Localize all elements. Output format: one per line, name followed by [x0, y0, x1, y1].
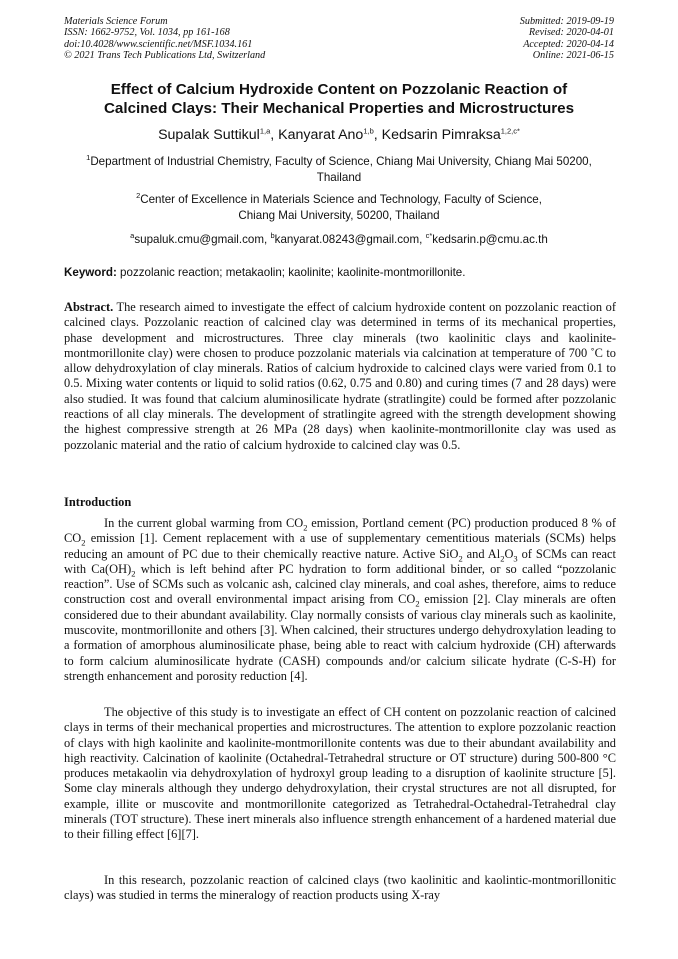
subscript: 3 [513, 553, 518, 564]
email-sep: , [419, 233, 426, 246]
journal-name: Materials Science Forum [64, 16, 168, 27]
keywords-section [64, 265, 622, 280]
author-list [40, 126, 638, 144]
submission-dates [520, 16, 614, 62]
email-link[interactable]: kedsarin.p@cmu.ac.th [432, 233, 548, 246]
subscript: 2 [458, 553, 463, 564]
page-header [64, 16, 614, 64]
keywords-label: Keyword: [64, 266, 117, 279]
affil-sup: 1 [86, 153, 91, 163]
author-sup: 1,2,c* [500, 126, 520, 136]
online-date: Online: 2021-06-15 [532, 50, 614, 62]
author-name: Supalak Suttikul [158, 127, 260, 143]
email-sup: b [270, 231, 275, 241]
subscript: 2 [131, 568, 136, 579]
paper-title [40, 80, 638, 118]
affil-1-line-2: Thailand [316, 170, 362, 184]
author-name: Kanyarat Ano [278, 127, 364, 143]
text-run: and Al [462, 546, 501, 561]
revised-date: Revised: 2020-04-01 [528, 27, 614, 39]
doi-line[interactable]: doi:10.4028/www.scientific.net/MSF.1034.161 [64, 38, 253, 50]
subscript: 2 [303, 522, 308, 533]
title-line-1: Effect of Calcium Hydroxide Content on Pozzolanic Reaction of [110, 81, 568, 98]
author-sep: , [373, 127, 382, 143]
copyright-line: © 2021 Trans Tech Publications Ltd, Switzerland [64, 50, 266, 62]
intro-paragraph-1 [64, 516, 616, 684]
text-run: which is left behind after PC hydration to form additional binder, or so called “pozzolanic reaction”. Use of SCMs such as volcanic ash, calcined clay minerals, and coal ashes, therefore, aims to reduce construction cost and overall environmental impact arising from CO [64, 561, 616, 607]
email-sup: c* [425, 231, 433, 241]
affil-sup: 2 [136, 191, 141, 201]
subscript: 2 [81, 537, 86, 548]
text-run: O [504, 546, 514, 561]
subscript: 2 [500, 553, 505, 564]
email-list [56, 232, 622, 248]
abstract-text: The research aimed to investigate the effect of calcium hydroxide content on pozzolanic reaction of calcined clays. Pozzolanic reaction of calcined clay was determined in terms of its mechanical properties, phase development and microstructures. Three clay minerals (two kaolinitic clays and kaolinite-montmorillonite clay) were chosen to produce pozzolanic materials via calcination at temperature of 700 ˚C to allow dehydroxylation of clay minerals. Ratios of calcium hydroxide to calcined clays were varied from 0.1 to 0.5. Mixing water contents or liquid to solid ratios (0.62, 0.75 and 0.80) and curing times (7 and 28 days) were also studied. It was found that calcium aluminosilicate hydrate (stratlingite) could be formed after pozzolanic reactions of all clay minerals. The development of stratlingite agreed with the strength development showing the highest compressive strength at 26 MPa (28 days) when kaolinite-montmorillonite clay was used as pozzolanic material and the ratio of calcium hydroxide to calcined clay was 0.5. [64, 300, 616, 452]
intro-paragraph-3: In this research, pozzolanic reaction of calcined clays (two kaolinitic and kaolintic-montmorillonitic clays) was studied in terms the mineralogy of reaction products using X-ray [64, 873, 616, 903]
text-run: emission [1]. Cement replacement with a use of supplementary cementitious materials (SCMs) helps reducing an amount of PC due to their chemically reactive nature. Active SiO [64, 531, 616, 561]
email-sup: a [130, 231, 135, 241]
issn-line: ISSN: 1662-9752, Vol. 1034, pp 161-168 [64, 27, 230, 39]
journal-info [64, 16, 265, 62]
author-sep: , [270, 127, 279, 143]
affil-2-line-2: Chiang Mai University, 50200, Thailand [238, 208, 440, 222]
affil-1-line-1: Department of Industrial Chemistry, Faculty of Science, Chiang Mai University, Chiang Mai 50200, [90, 155, 592, 168]
submitted-date: Submitted: 2019-09-19 [519, 16, 614, 27]
text-run: In the current global warming from CO [104, 516, 304, 530]
email-sep: , [264, 233, 271, 246]
author-sup: 1,b [363, 126, 374, 136]
subscript: 2 [415, 598, 420, 609]
author-name: Kedsarin Pimraksa [381, 127, 501, 143]
keywords-text: pozzolanic reaction; metakaolin; kaolinite; kaolinite-montmorillonite. [116, 266, 466, 279]
text-run: emission [2]. Clay minerals are often considered due to their abundant availability. Clay normally consists of various clay minerals such as kaolinite, muscovite, montmorillonite and others [3]. When calcined, their structures undergo dehydroxylation leading to a formation of amorphous aluminosilicate phase, being able to react with calcium hydroxide (CH) afterwards to form calcium aluminosilicate hydrate (CASH) compounds and/or calcium silicate hydrate (C-S-H) for strength enhancement and porosity reduction [4]. [64, 592, 616, 683]
text-run: emission, Portland cement (PC) production produced 8 % of CO [64, 516, 616, 546]
abstract-label: Abstract. [64, 300, 114, 314]
text-run: of SCMs can react with Ca(OH) [64, 546, 616, 576]
affiliation-1 [56, 154, 622, 185]
affiliation-2 [96, 192, 582, 223]
introduction-heading: Introduction [64, 495, 132, 509]
accepted-date: Accepted: 2020-04-14 [523, 38, 614, 50]
email-link[interactable]: supaluk.cmu@gmail.com [134, 233, 265, 246]
email-link[interactable]: kanyarat.08243@gmail.com [274, 233, 420, 246]
abstract-section [64, 300, 616, 453]
intro-paragraph-2: The objective of this study is to investigate an effect of CH content on pozzolanic reaction of calcined clays in terms of their mechanical properties and microstructures. The attention to explore pozzolanic reaction of clays with high kaolinite and kaolinite-montmorillonite contents was due to their abundant availability and high reactivity. Calcination of kaolinite (Octahedral-Tetrahedral structure or OT structure) during 500-800 °C produces metakaolin via dehydroxylation of hydroxyl group leading to a disruption of kaolinite structure [5]. Some clay minerals although they undergo dehydroxylation, their crystal structures are not all disrupted, for example, illite or muscovite and montmorillonite categorized as Tetrahedral-Octahedral-Tetrahedral clay minerals (TOT structure). These inert minerals also influence strength enhancement of a hardened material due to their filling effect [6][7]. [64, 705, 616, 842]
affil-2-line-1: Center of Excellence in Materials Science and Technology, Faculty of Science, [140, 193, 542, 206]
title-line-2: Calcined Clays: Their Mechanical Properties and Microstructures [103, 100, 575, 117]
author-sup: 1,a [259, 126, 271, 136]
